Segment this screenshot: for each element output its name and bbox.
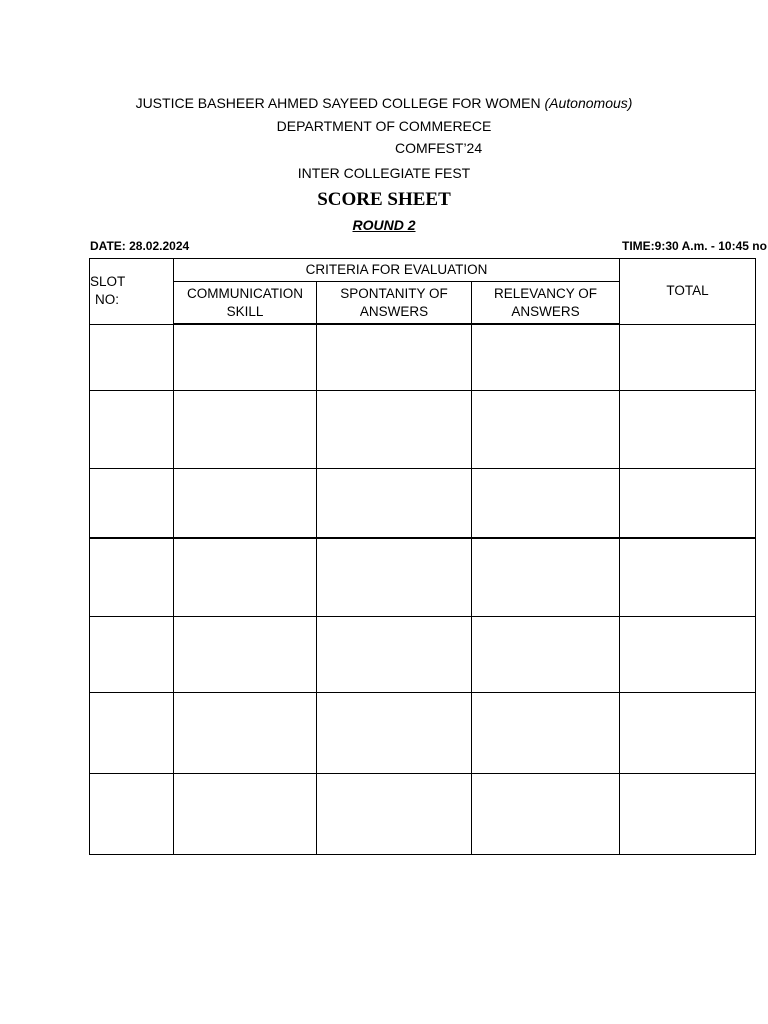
spontanity-score-cell[interactable] — [317, 468, 472, 538]
sheet-title: SCORE SHEET — [317, 189, 451, 210]
college-name: JUSTICE BASHEER AHMED SAYEED COLLEGE FOR WOMEN — [135, 95, 541, 111]
criterion-header-line1: COMMUNICATION — [187, 285, 303, 301]
date-label: DATE: 28.02.2024 — [90, 239, 190, 253]
total-score-cell[interactable] — [620, 390, 756, 468]
table-row — [90, 390, 756, 468]
slot-header-line2: NO: — [95, 292, 120, 308]
fest-name: COMFEST’24 — [395, 140, 483, 156]
table-row — [90, 468, 756, 538]
criterion-header-line2: SKILL — [226, 303, 264, 319]
round-label: ROUND 2 — [352, 217, 416, 233]
relevancy-score-cell[interactable] — [472, 538, 620, 616]
table-row — [90, 538, 756, 616]
communication-score-cell[interactable] — [174, 538, 317, 616]
department-name: DEPARTMENT OF COMMERECE — [276, 118, 492, 134]
criterion-header-line1: SPONTANITY OF — [340, 285, 448, 301]
time-label: TIME:9:30 A.m. - 10:45 no — [622, 239, 767, 253]
communication-score-cell[interactable] — [174, 468, 317, 538]
communication-score-cell[interactable] — [174, 616, 317, 692]
spontanity-score-cell[interactable] — [317, 616, 472, 692]
college-status: (Autonomous) — [544, 95, 633, 111]
relevancy-score-cell[interactable] — [472, 692, 620, 773]
criterion-header-communication — [174, 282, 317, 325]
relevancy-score-cell[interactable] — [472, 616, 620, 692]
relevancy-score-cell[interactable] — [472, 773, 620, 854]
total-score-cell[interactable] — [620, 773, 756, 854]
table-row — [90, 324, 756, 390]
spontanity-score-cell[interactable] — [317, 390, 472, 468]
criteria-header: CRITERIA FOR EVALUATION — [174, 259, 620, 282]
spontanity-score-cell[interactable] — [317, 692, 472, 773]
spontanity-score-cell[interactable] — [317, 324, 472, 390]
total-header: TOTAL — [620, 259, 756, 325]
communication-score-cell[interactable] — [174, 773, 317, 854]
criterion-header-line2: ANSWERS — [359, 303, 429, 319]
spontanity-score-cell[interactable] — [317, 773, 472, 854]
relevancy-score-cell[interactable] — [472, 390, 620, 468]
slot-cell[interactable] — [90, 538, 174, 616]
slot-header-line1: SLOT — [90, 274, 126, 290]
college-name-line — [0, 94, 768, 112]
total-score-cell[interactable] — [620, 616, 756, 692]
slot-cell[interactable] — [90, 616, 174, 692]
communication-score-cell[interactable] — [174, 324, 317, 390]
table-row — [90, 692, 756, 773]
table-row — [90, 616, 756, 692]
total-score-cell[interactable] — [620, 468, 756, 538]
slot-number-header — [90, 259, 174, 325]
criterion-header-line1: RELEVANCY OF — [493, 285, 598, 301]
spontanity-score-cell[interactable] — [317, 538, 472, 616]
communication-score-cell[interactable] — [174, 692, 317, 773]
score-table — [89, 258, 756, 855]
communication-score-cell[interactable] — [174, 390, 317, 468]
relevancy-score-cell[interactable] — [472, 468, 620, 538]
slot-cell[interactable] — [90, 468, 174, 538]
relevancy-score-cell[interactable] — [472, 324, 620, 390]
slot-cell[interactable] — [90, 390, 174, 468]
slot-cell[interactable] — [90, 692, 174, 773]
fest-type: INTER COLLEGIATE FEST — [297, 165, 471, 181]
criterion-header-line2: ANSWERS — [511, 303, 580, 319]
table-row — [90, 773, 756, 854]
criterion-header-relevancy — [472, 282, 620, 325]
total-score-cell[interactable] — [620, 692, 756, 773]
criterion-header-spontanity — [317, 282, 472, 325]
slot-cell[interactable] — [90, 324, 174, 390]
total-score-cell[interactable] — [620, 324, 756, 390]
total-score-cell[interactable] — [620, 538, 756, 616]
slot-cell[interactable] — [90, 773, 174, 854]
